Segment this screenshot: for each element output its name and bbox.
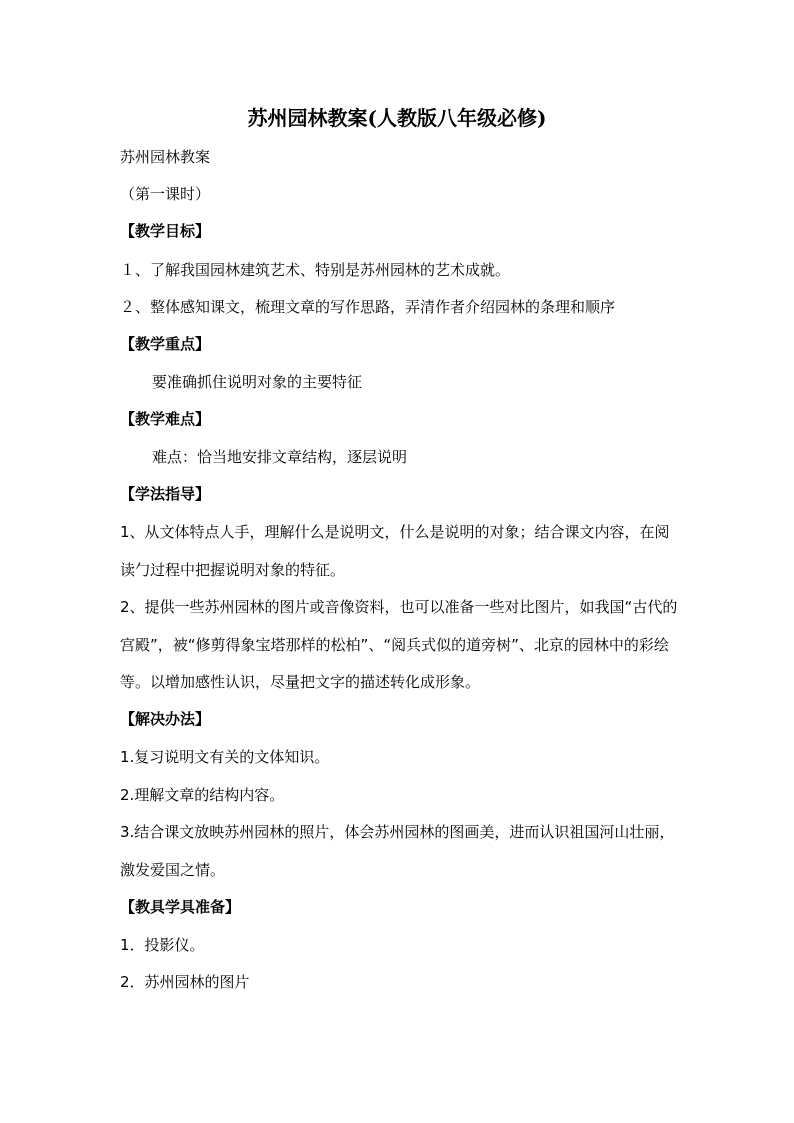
goal-item: ２、整体感知课文，梳理文章的写作思路，弄清作者介绍园林的条理和顺序 — [120, 298, 616, 316]
solution-heading: 【解决办法】 — [120, 710, 211, 728]
solution-item: 1.复习说明文有关的文体知识。 — [120, 748, 330, 766]
materials-heading: 【教具学具准备】 — [120, 898, 241, 916]
goals-heading: 【教学目标】 — [120, 222, 211, 240]
difficulty-heading: 【教学难点】 — [120, 410, 211, 428]
solution-item: 3.结合课文放映苏州园林的照片，体会苏州园林的图画美，进而认识祖国河山壮丽，激发爱国之情。 — [120, 823, 675, 879]
study-method-item: 2、提供一些苏州园林的图片或音像资料，也可以准备一些对比图片，如我国“古代的宫殿”，被“修剪得象宝塔那样的松柏”、“阅兵式似的道旁树”、北京的园林中的彩绘等。以增加感性认识，尽量把文字的描述转化成形象。 — [120, 598, 678, 691]
materials-item: 1．投影仪。 — [120, 936, 205, 954]
difficulty-text: 难点：恰当地安排文章结构，逐层说明 — [152, 448, 408, 466]
document-title: 苏州园林教案(人教版八年级必修) — [247, 106, 547, 130]
solution-item: 2.理解文章的结构内容。 — [120, 786, 285, 804]
goal-item: １、了解我国园林建筑艺术、特别是苏州园林的艺术成就。 — [120, 261, 511, 279]
focus-text: 要准确抓住说明对象的主要特征 — [152, 373, 363, 391]
study-method-item: 1、从文体特点人手，理解什么是说明文，什么是说明的对象；结合课文内容，在阅读勹过程中把握说明对象的特征。 — [120, 523, 670, 579]
document-subtitle: 苏州园林教案 — [120, 148, 211, 166]
focus-heading: 【教学重点】 — [120, 335, 211, 353]
lesson-label: （第一课时） — [120, 185, 211, 203]
study-method-heading: 【学法指导】 — [120, 485, 211, 503]
materials-item: 2．苏州园林的图片 — [120, 973, 250, 991]
